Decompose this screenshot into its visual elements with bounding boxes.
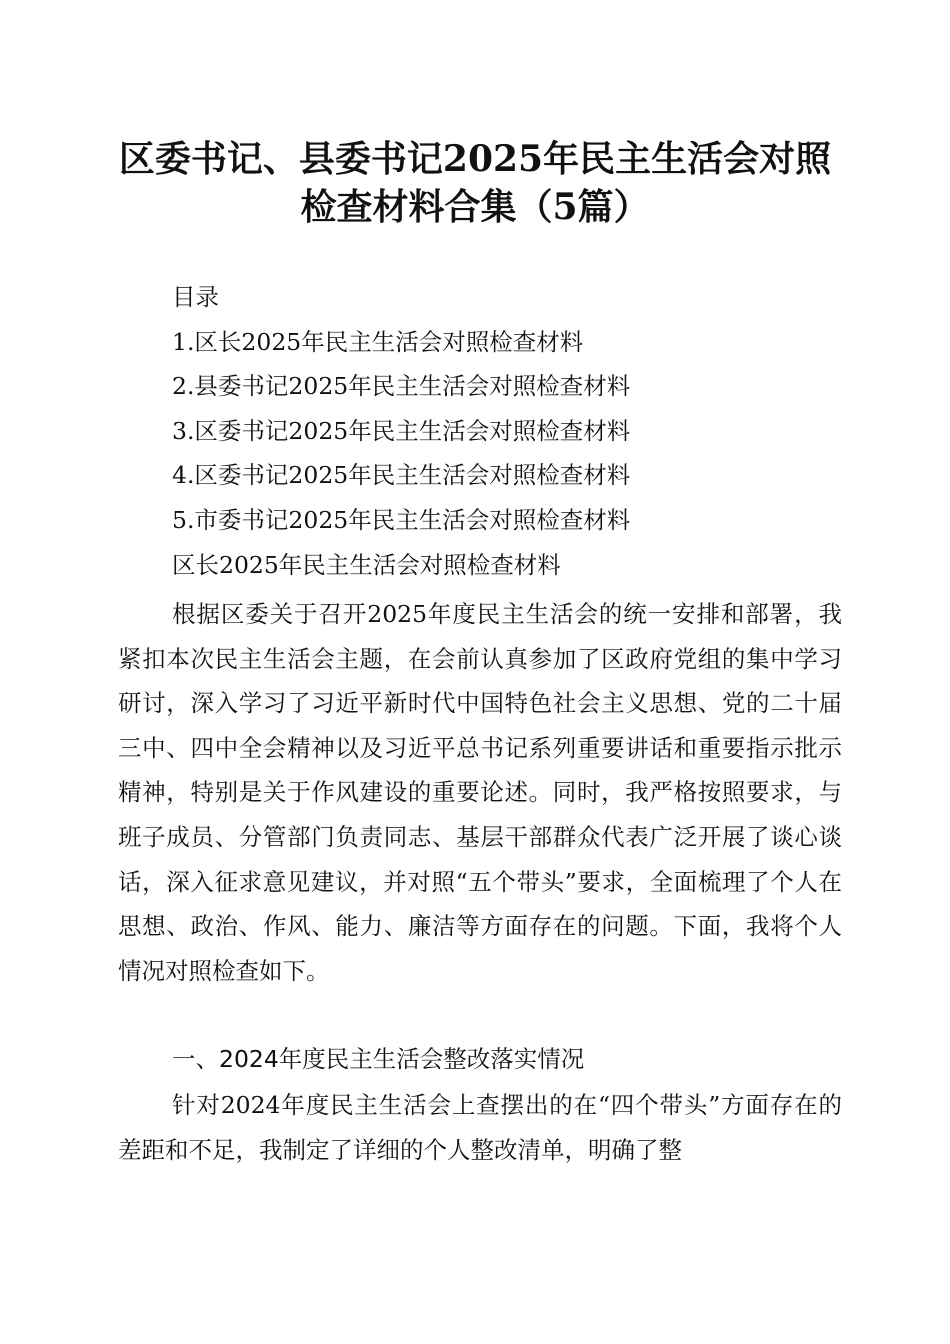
section-heading: 一、2024年度民主生活会整改落实情况: [172, 1045, 585, 1073]
toc-heading: 目录: [172, 283, 219, 311]
toc-item: 1.区长2025年民主生活会对照检查材料: [172, 328, 584, 356]
document-title-line-1: 区委书记、县委书记2025年民主生活会对照: [118, 138, 832, 180]
document-title: [0, 135, 950, 231]
body-paragraph: 根据区委关于召开2025年度民主生活会的统一安排和部署，我紧扣本次民主生活会主题，在会前认真参加了区政府党组的集中学习研讨，深入学习了习近平新时代中国特色社会主义思想、党的二十届三中、四中全会精神以及习近平总书记系列重要讲话和重要指示批示精神，特别是关于作风建设的重要论述。同时，我严格按照要求，与班子成员、分管部门负责同志、基层干部群众代表广泛开展了谈心谈话，深入征求意见建议，并对照“五个带头”要求，全面梳理了个人在思想、政治、作风、能力、廉洁等方面存在的问题。下面，我将个人情况对照检查如下。: [118, 600, 842, 985]
body-paragraph: 针对2024年度民主生活会上查摆出的在“四个带头”方面存在的差距和不足，我制定了详细的个人整改清单，明确了整: [118, 1091, 842, 1164]
article-subtitle: 区长2025年民主生活会对照检查材料: [172, 551, 561, 579]
toc-item: 4.区委书记2025年民主生活会对照检查材料: [172, 461, 631, 489]
toc-item: 2.县委书记2025年民主生活会对照检查材料: [172, 372, 631, 400]
toc-item: 3.区委书记2025年民主生活会对照检查材料: [172, 417, 631, 445]
document-title-line-2: 检查材料合集（5篇）: [300, 186, 650, 228]
toc-item: 5.市委书记2025年民主生活会对照检查材料: [172, 506, 631, 534]
